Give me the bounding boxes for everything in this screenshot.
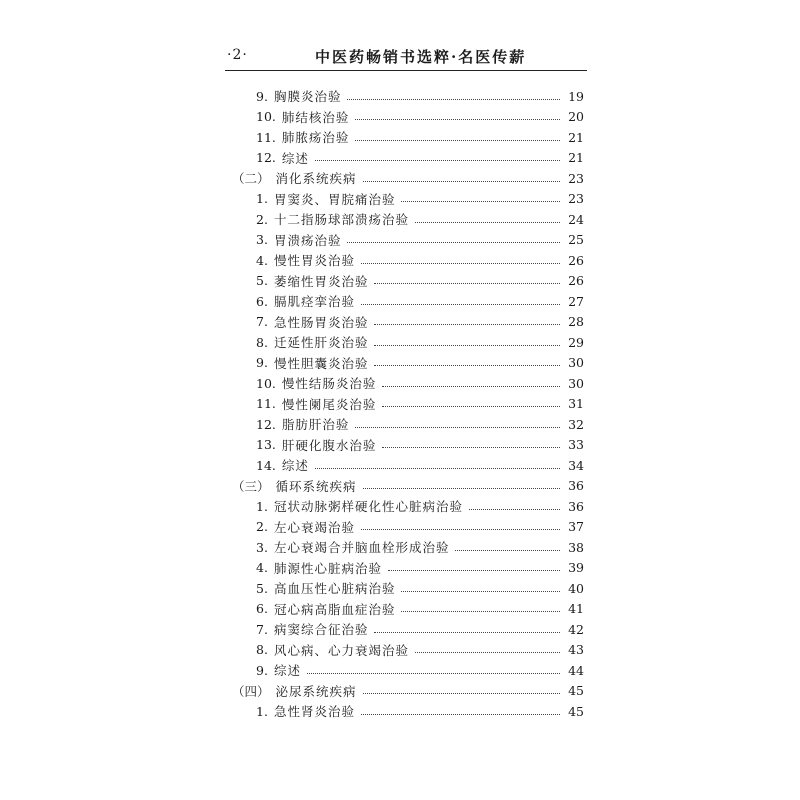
toc-entry-title: 冠状动脉粥样硬化性心脏病治验 <box>273 499 463 515</box>
dot-leader <box>361 263 560 264</box>
toc-entry-number: 9. <box>256 662 268 678</box>
toc-entry-title: 综述 <box>281 458 309 474</box>
toc-entry-title: 十二指肠球部溃疡治验 <box>273 212 409 228</box>
toc-entry <box>232 414 584 435</box>
toc-entry-title: 脂肪肝治验 <box>281 417 350 433</box>
toc-entry-page: 37 <box>568 519 584 535</box>
toc-entry <box>232 230 584 251</box>
dot-leader <box>363 693 560 694</box>
toc-entry-title: 胃窦炎、胃脘痛治验 <box>273 191 396 207</box>
dot-leader <box>415 222 560 223</box>
toc-entry <box>232 496 584 517</box>
toc-entry <box>232 640 584 661</box>
dot-leader <box>382 406 560 407</box>
toc-entry-number: 12. <box>256 416 276 432</box>
dot-leader <box>469 509 560 510</box>
toc-entry-title: 急性肠胃炎治验 <box>273 314 369 330</box>
toc-entry <box>232 148 584 169</box>
toc-entry-page: 33 <box>568 437 584 453</box>
toc-entry-title: 胸膜炎治验 <box>273 89 342 105</box>
toc-entry-page: 26 <box>568 273 584 289</box>
toc-entry <box>232 599 584 620</box>
toc-entry-page: 29 <box>568 334 584 350</box>
dot-leader <box>374 324 560 325</box>
toc-entry-page: 44 <box>568 662 584 678</box>
toc-entry-number: 4. <box>256 560 268 576</box>
toc-entry <box>232 619 584 640</box>
toc-entry <box>232 537 584 558</box>
toc-entry-title: 左心衰竭治验 <box>273 519 355 535</box>
toc-entry <box>232 373 584 394</box>
toc-entry-page: 39 <box>568 560 584 576</box>
toc-entry-title: 慢性胆囊炎治验 <box>273 355 369 371</box>
toc-entry-number: 10. <box>256 109 276 125</box>
dot-leader <box>363 181 560 182</box>
toc-entry-number: 14. <box>256 457 276 473</box>
toc-entry-number: 3. <box>256 539 268 555</box>
toc-entry-title: 肺源性心脏病治验 <box>273 560 382 576</box>
dot-leader <box>401 201 560 202</box>
toc-entry <box>232 332 584 353</box>
toc-entry-number: （二） <box>232 171 270 187</box>
toc-section-entry <box>232 681 584 702</box>
toc-entry-title: 冠心病高脂血症治验 <box>273 601 396 617</box>
toc-entry-number: 2. <box>256 211 268 227</box>
toc-entry <box>232 435 584 456</box>
toc-entry-number: 12. <box>256 150 276 166</box>
toc-entry-number: 9. <box>256 355 268 371</box>
toc-entry-page: 36 <box>568 478 584 494</box>
dot-leader <box>374 632 560 633</box>
toc-entry-number: 1. <box>256 703 268 719</box>
toc-entry-number: （四） <box>232 683 270 699</box>
toc-entry-page: 34 <box>568 457 584 473</box>
dot-leader <box>415 652 560 653</box>
toc-entry-page: 19 <box>568 88 584 104</box>
toc-entry-page: 36 <box>568 498 584 514</box>
toc-entry-title: 胃溃疡治验 <box>273 232 342 248</box>
dot-leader <box>382 386 560 387</box>
toc-entry-page: 20 <box>568 109 584 125</box>
toc-entry <box>232 291 584 312</box>
toc-entry-number: 4. <box>256 252 268 268</box>
dot-leader <box>374 365 560 366</box>
running-title: 中医药畅销书选粹·名医传薪 <box>315 48 527 66</box>
dot-leader <box>347 99 560 100</box>
toc-entry-page: 24 <box>568 211 584 227</box>
toc-entry-title: 肺结核治验 <box>281 109 350 125</box>
toc-entry-title: 循环系统疾病 <box>275 478 357 494</box>
toc-entry-title: 萎缩性胃炎治验 <box>273 273 369 289</box>
toc-entry-title: 膈肌痉挛治验 <box>273 294 355 310</box>
toc-entry-number: 5. <box>256 273 268 289</box>
toc-entry <box>232 250 584 271</box>
page-number: ·2· <box>227 47 248 63</box>
toc-entry-page: 30 <box>568 375 584 391</box>
toc-entry-page: 23 <box>568 191 584 207</box>
toc-entry-title: 消化系统疾病 <box>275 171 357 187</box>
dot-leader <box>361 714 560 715</box>
dot-leader <box>355 427 560 428</box>
toc-entry-number: 9. <box>256 88 268 104</box>
toc-entry-page: 25 <box>568 232 584 248</box>
dot-leader <box>355 119 560 120</box>
toc-entry-page: 21 <box>568 129 584 145</box>
toc-entry-number: 10. <box>256 375 276 391</box>
dot-leader <box>374 283 560 284</box>
toc-entry-number: 8. <box>256 642 268 658</box>
toc-entry-title: 高血压性心脏病治验 <box>273 581 396 597</box>
toc-entry-number: 13. <box>256 437 276 453</box>
toc-entry-number: 5. <box>256 580 268 596</box>
toc-entry <box>232 701 584 722</box>
dot-leader <box>315 160 560 161</box>
toc-entry <box>232 127 584 148</box>
toc-entry-page: 30 <box>568 355 584 371</box>
dot-leader <box>455 550 560 551</box>
toc-entry <box>232 107 584 128</box>
toc-entry <box>232 209 584 230</box>
toc-entry-page: 23 <box>568 170 584 186</box>
dot-leader <box>307 673 560 674</box>
toc-entry-page: 28 <box>568 314 584 330</box>
toc-entry-page: 32 <box>568 416 584 432</box>
toc-entry-number: （三） <box>232 478 270 494</box>
toc-entry <box>232 578 584 599</box>
dot-leader <box>315 468 560 469</box>
toc-entry-title: 综述 <box>273 663 301 679</box>
toc-entry-page: 45 <box>568 703 584 719</box>
toc-entry <box>232 660 584 681</box>
toc-entry <box>232 271 584 292</box>
toc-entry-page: 38 <box>568 539 584 555</box>
toc-entry-number: 7. <box>256 314 268 330</box>
dot-leader <box>361 304 560 305</box>
toc-entry-number: 6. <box>256 601 268 617</box>
toc-entry <box>232 353 584 374</box>
dot-leader <box>382 447 560 448</box>
toc-entry-title: 风心病、心力衰竭治验 <box>273 642 409 658</box>
toc-entry-page: 40 <box>568 580 584 596</box>
toc-entry-title: 急性肾炎治验 <box>273 704 355 720</box>
toc-entry-page: 21 <box>568 150 584 166</box>
toc-entry-title: 肝硬化腹水治验 <box>281 437 377 453</box>
toc-entry <box>232 517 584 538</box>
toc-entry-page: 31 <box>568 396 584 412</box>
toc-entry-title: 左心衰竭合并脑血栓形成治验 <box>273 540 450 556</box>
table-of-contents <box>232 86 584 722</box>
toc-entry-page: 42 <box>568 621 584 637</box>
toc-entry-title: 综述 <box>281 150 309 166</box>
toc-entry-page: 45 <box>568 683 584 699</box>
toc-section-entry <box>232 476 584 497</box>
toc-entry <box>232 189 584 210</box>
toc-entry-page: 26 <box>568 252 584 268</box>
toc-entry-number: 1. <box>256 498 268 514</box>
toc-entry-title: 慢性结肠炎治验 <box>281 376 377 392</box>
toc-section-entry <box>232 168 584 189</box>
toc-entry <box>232 312 584 333</box>
toc-entry-title: 病窦综合征治验 <box>273 622 369 638</box>
toc-entry-title: 泌尿系统疾病 <box>275 683 357 699</box>
toc-entry-number: 8. <box>256 334 268 350</box>
toc-entry <box>232 455 584 476</box>
toc-entry <box>232 558 584 579</box>
toc-entry-title: 慢性阑尾炎治验 <box>281 396 377 412</box>
dot-leader <box>361 529 560 530</box>
toc-entry-title: 慢性胃炎治验 <box>273 253 355 269</box>
toc-entry-number: 11. <box>256 129 276 145</box>
dot-leader <box>355 140 560 141</box>
toc-entry-title: 肺脓疡治验 <box>281 130 350 146</box>
dot-leader <box>401 591 560 592</box>
dot-leader <box>347 242 560 243</box>
toc-entry-page: 27 <box>568 293 584 309</box>
toc-entry-title: 迁延性肝炎治验 <box>273 335 369 351</box>
toc-entry-number: 7. <box>256 621 268 637</box>
dot-leader <box>388 570 560 571</box>
running-header <box>225 44 587 71</box>
toc-entry-number: 1. <box>256 191 268 207</box>
toc-entry-page: 43 <box>568 642 584 658</box>
dot-leader <box>374 345 560 346</box>
toc-entry-page: 41 <box>568 601 584 617</box>
toc-entry-number: 2. <box>256 519 268 535</box>
dot-leader <box>401 611 560 612</box>
toc-entry <box>232 86 584 107</box>
toc-entry-number: 6. <box>256 293 268 309</box>
dot-leader <box>363 488 560 489</box>
toc-entry-number: 3. <box>256 232 268 248</box>
toc-entry-number: 11. <box>256 396 276 412</box>
toc-entry <box>232 394 584 415</box>
